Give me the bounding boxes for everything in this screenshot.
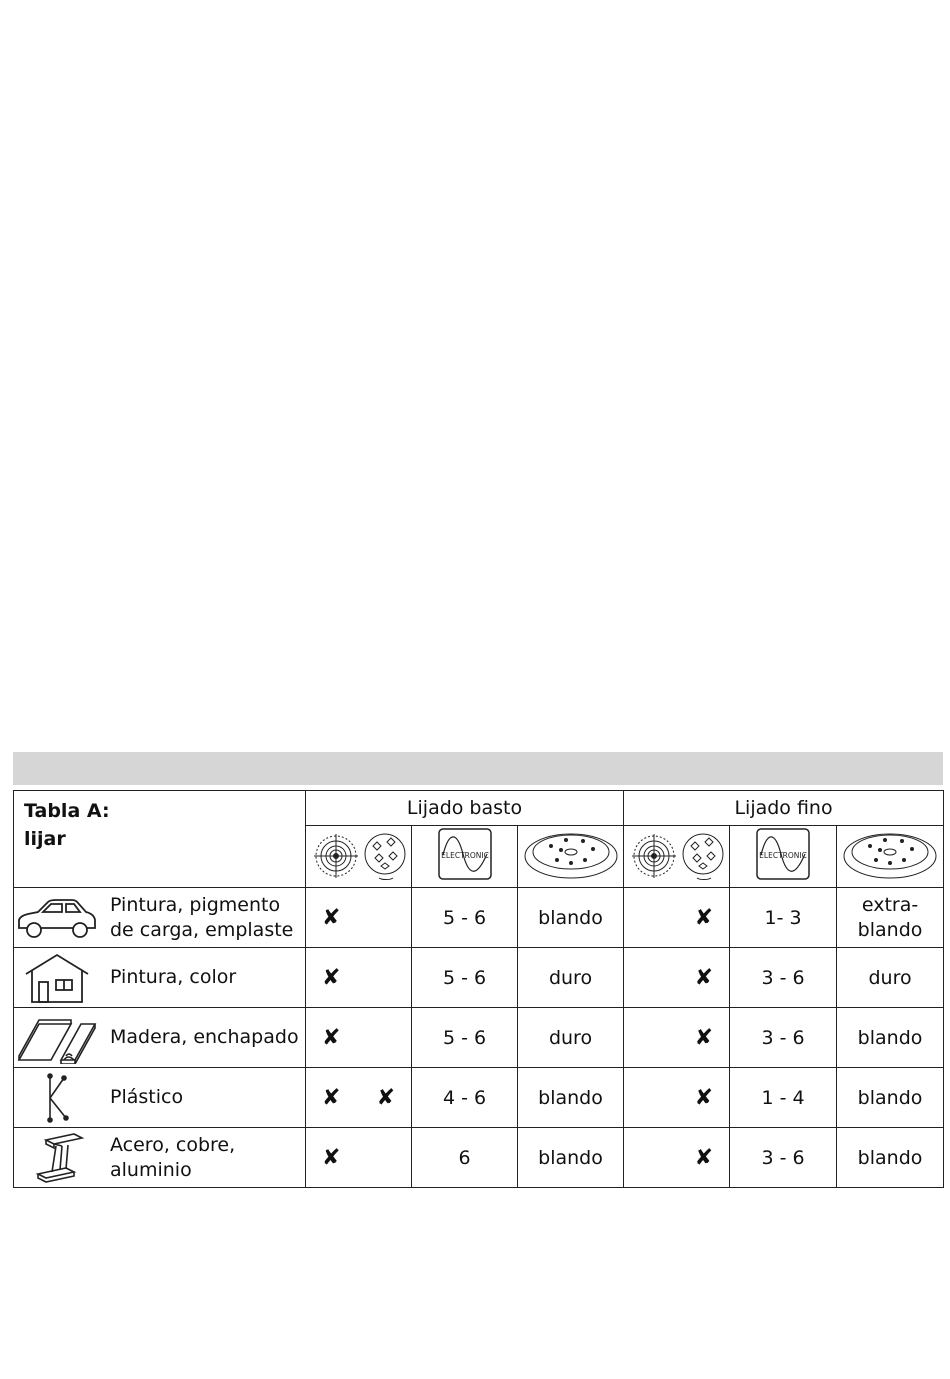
material-name: Plástico xyxy=(110,1086,184,1108)
svg-text:ELECTRONIC: ELECTRONIC xyxy=(440,851,489,860)
check-x-icon: ✘ xyxy=(376,1085,395,1110)
coarse-electronic-cell xyxy=(412,826,518,888)
sanding-pad-icon xyxy=(521,826,621,882)
electronic-speed-icon xyxy=(753,827,813,881)
fine-mode-cell xyxy=(624,948,730,1008)
table-row xyxy=(14,1068,944,1128)
random-orbit-icon xyxy=(632,834,676,878)
check-x-icon: ✘ xyxy=(322,905,341,930)
fine-electronic-cell xyxy=(730,826,837,888)
coarse-speed: 6 xyxy=(412,1128,518,1188)
material-cell xyxy=(14,1128,306,1188)
car-icon xyxy=(16,892,98,944)
coarse-mode-icons xyxy=(306,826,412,888)
fine-speed: 1- 3 xyxy=(730,888,837,948)
coarse-mode-cell xyxy=(306,1008,412,1068)
group-coarse-header: Lijado basto xyxy=(306,791,624,826)
fine-pad: blando xyxy=(837,1068,944,1128)
fine-pad xyxy=(837,888,944,948)
coarse-pad: duro xyxy=(518,948,624,1008)
material-name-cont: de carga, emplaste xyxy=(110,918,294,941)
sanding-table xyxy=(13,790,944,1188)
material-name: Pintura, pigmento xyxy=(110,893,281,916)
group-fine-header: Lijado fino xyxy=(624,791,944,826)
sanding-pad-icon xyxy=(840,826,940,882)
house-icon xyxy=(16,952,98,1004)
table-row xyxy=(14,1128,944,1188)
fine-speed: 3 - 6 xyxy=(730,1008,837,1068)
material-name: Madera, enchapado xyxy=(110,1026,299,1048)
svg-text:ELECTRONIC: ELECTRONIC xyxy=(759,851,807,860)
fine-speed: 3 - 6 xyxy=(730,1128,837,1188)
table-row xyxy=(14,888,944,948)
header-gray-band xyxy=(13,752,943,785)
table-row xyxy=(14,1008,944,1068)
coarse-mode-cell xyxy=(306,1068,412,1128)
steel-beam-icon xyxy=(16,1132,98,1184)
coarse-mode-cell xyxy=(306,948,412,1008)
check-x-icon: ✘ xyxy=(694,905,714,930)
material-cell xyxy=(14,1068,306,1128)
coarse-pad-cell xyxy=(518,826,624,888)
table-row xyxy=(14,948,944,1008)
material-name: Pintura, color xyxy=(110,966,237,988)
table-subtitle: lijar xyxy=(24,828,66,850)
material-cell xyxy=(14,888,306,948)
check-x-icon: ✘ xyxy=(694,1025,714,1050)
fine-speed: 3 - 6 xyxy=(730,948,837,1008)
coarse-speed: 5 - 6 xyxy=(412,948,518,1008)
fine-pad: blando xyxy=(837,1008,944,1068)
material-cell xyxy=(14,1008,306,1068)
wood-icon xyxy=(16,1012,98,1064)
fine-speed: 1 - 4 xyxy=(730,1068,837,1128)
fine-pad-line: extra- xyxy=(861,893,919,916)
fine-mode-cell xyxy=(624,888,730,948)
table-title-cell xyxy=(14,791,306,888)
fine-mode-icons xyxy=(624,826,730,888)
material-name-cont: aluminio xyxy=(110,1158,192,1181)
material-cell xyxy=(14,948,306,1008)
coarse-speed: 5 - 6 xyxy=(412,1008,518,1068)
table-title: Tabla A: xyxy=(24,800,110,822)
coarse-pad: blando xyxy=(518,888,624,948)
fine-pad-line: blando xyxy=(857,918,923,941)
fine-pad: duro xyxy=(837,948,944,1008)
coarse-pad: duro xyxy=(518,1008,624,1068)
plastic-icon xyxy=(16,1072,98,1124)
random-orbit-icon xyxy=(314,834,358,878)
coarse-pad: blando xyxy=(518,1068,624,1128)
check-x-icon: ✘ xyxy=(322,1025,341,1050)
coarse-pad: blando xyxy=(518,1128,624,1188)
coarse-speed: 5 - 6 xyxy=(412,888,518,948)
fine-pad: blando xyxy=(837,1128,944,1188)
fine-mode-cell xyxy=(624,1128,730,1188)
check-x-icon: ✘ xyxy=(322,1145,341,1170)
fine-mode-cell xyxy=(624,1068,730,1128)
fine-mode-cell xyxy=(624,1008,730,1068)
check-x-icon: ✘ xyxy=(694,1145,714,1170)
electronic-speed-icon xyxy=(435,827,495,881)
rotary-pattern-icon xyxy=(683,834,723,880)
coarse-mode-cell xyxy=(306,1128,412,1188)
fine-pad-cell xyxy=(837,826,944,888)
material-name: Acero, cobre, xyxy=(110,1133,236,1156)
coarse-speed: 4 - 6 xyxy=(412,1068,518,1128)
check-x-icon: ✘ xyxy=(694,1085,714,1110)
check-x-icon: ✘ xyxy=(694,965,714,990)
rotary-pattern-icon xyxy=(365,834,405,880)
check-x-icon: ✘ xyxy=(322,1085,341,1110)
check-x-icon: ✘ xyxy=(322,965,341,990)
coarse-mode-cell xyxy=(306,888,412,948)
